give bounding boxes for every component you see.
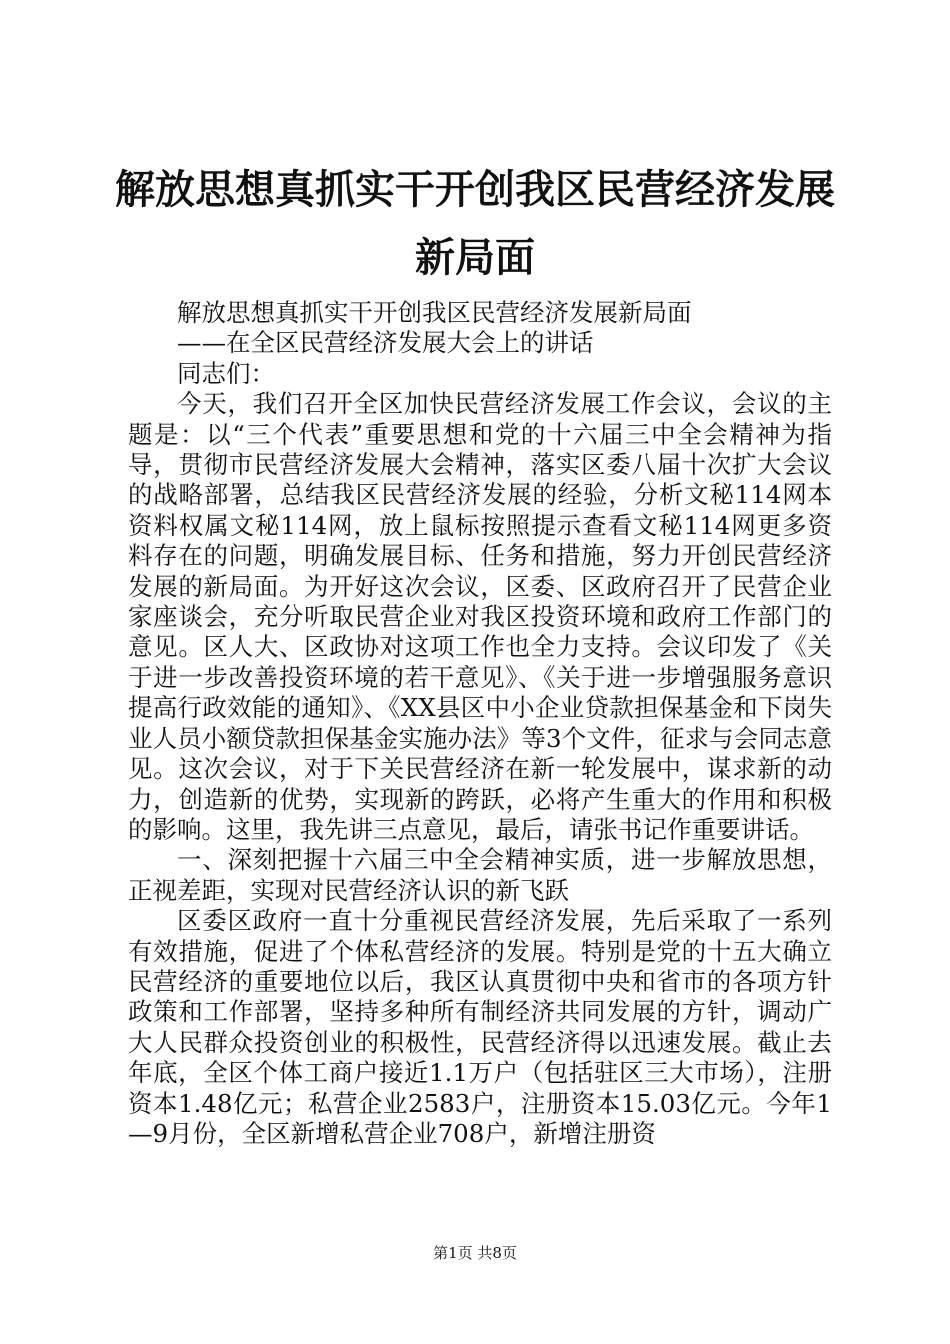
- subtitle-line-2: ——在全区民营经济发展大会上的讲话: [177, 328, 594, 358]
- document-title: 解放思想真抓实干开创我区民营经济发展新局面: [115, 167, 835, 281]
- subtitle-line-1: 解放思想真抓实干开创我区民营经济发展新局面: [177, 298, 692, 327]
- body-paragraph-1: 今天，我们召开全区加快民营经济发展工作会议，会议的主题是：以“三个代表”重要思想和党的十六届三中全会精神为指导，贯彻市民营经济发展大会精神，落实区委八届十次扩大会议的战略部署，总结我区民营经济发展的经验，分析文秘114网本资料权属文秘114网，放上鼠标按照提示查看文秘114网更多资料存在的问题，明确发展目标、任务和措施，努力开创民营经济发展的新局面。为开好这次会议，区委、区政府召开了民营企业家座谈会，充分听取民营企业对我区投资环境和政府工作部门的意见。区人大、区政协对这项工作也全力支持。会议印发了《关于进一步改善投资环境的若干意见》、《关于进一步增强服务意识提高行政效能的通知》、《XX县区中小企业贷款担保基金和下岗失业人员小额贷款担保基金实施办法》等3个文件，征求与会同志意见。这次会议，对于下关民营经济在新一轮发展中，谋求新的动力，创造新的优势，实现新的跨跃，必将产生重大的作用和积极的影响。这里，我先讲三点意见，最后，请张书记作重要讲话。: [128, 389, 832, 844]
- body-paragraph-2: 区委区政府一直十分重视民营经济发展，先后采取了一系列有效措施，促进了个体私营经济的发展。特别是党的十五大确立民营经济的重要地位以后，我区认真贯彻中央和省市的各项方针政策和工作部署，坚持多种所有制经济共同发展的方针，调动广大人民群众投资创业的积极性，民营经济得以迅速发展。截止去年底，全区个体工商户接近1.1万户（包括驻区三大市场），注册资本1.48亿元；私营企业2583户，注册资本15.03亿元。今年1—9月份，全区新增私营企业708户，新增注册资: [128, 906, 832, 1148]
- page-footer: 第1页 共8页: [433, 1244, 517, 1262]
- section-heading-1: 一、深刻把握十六届三中全会精神实质，进一步解放思想，正视差距，实现对民营经济认识的新飞跃: [128, 845, 832, 905]
- document-body: [128, 298, 832, 1149]
- salutation: 同志们：: [177, 358, 275, 388]
